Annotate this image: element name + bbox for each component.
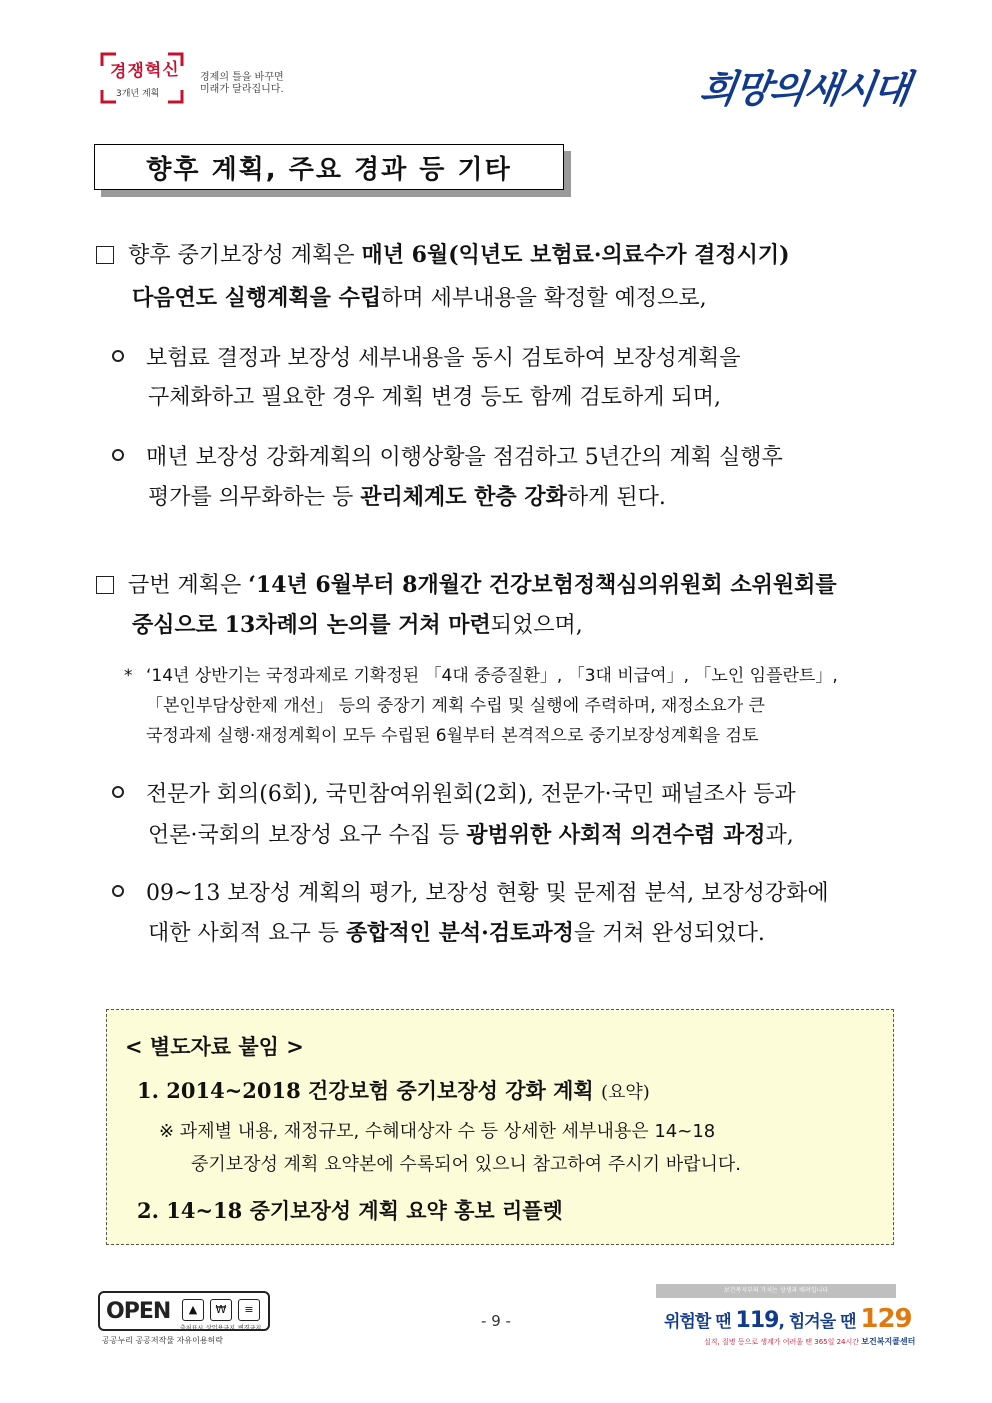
hotline-sub xyxy=(704,1336,915,1347)
open-cap-1: 출처표시 xyxy=(180,1325,204,1332)
attachment-heading: < 별도자료 붙임 > xyxy=(125,1034,304,1059)
logo-main-text: 경쟁혁신 xyxy=(109,59,181,83)
attachment-item-1 xyxy=(137,1076,650,1108)
hotline-main xyxy=(664,1304,912,1334)
hotline-text-a: 위험할 땐 xyxy=(664,1312,736,1332)
section2-bullet-2 xyxy=(112,879,829,909)
text-span: 과, xyxy=(765,823,794,848)
hotline-banner xyxy=(656,1284,916,1354)
hotline-center: 보건복지콜센터 xyxy=(861,1337,916,1346)
attribution-icon: ▲ xyxy=(182,1299,204,1321)
new-era-logo-a: 희망의 xyxy=(696,67,808,111)
footnote-line-2: 「본인부담상한제 개선」 등의 중장기 계획 수립 및 실행에 주력하며, 재정소요가 큰 xyxy=(146,696,765,716)
new-era-logo-b: 새시대 xyxy=(800,67,912,111)
section1-bullet-2 xyxy=(112,443,783,473)
open-word: OPEN xyxy=(106,1299,171,1324)
attachment-item-2: 2. 14~18 중기보장성 계획 요약 홍보 리플렛 xyxy=(137,1198,563,1223)
section2-bullet-1 xyxy=(112,780,796,810)
bullet-circle-icon xyxy=(112,885,124,897)
bold-span: 다음연도 실행계획을 수립 xyxy=(132,285,382,311)
text-span: 되었으며, xyxy=(490,613,583,638)
section1-bullet-1-cont: 구체화하고 필요한 경우 계획 변경 등도 함께 검토하게 되며, xyxy=(148,385,721,410)
economic-innovation-logo xyxy=(100,52,360,108)
section1-line-1 xyxy=(96,240,790,271)
footnote-star: * xyxy=(124,666,133,686)
page-number: - 9 - xyxy=(481,1312,511,1330)
text-span: 평가를 의무화하는 등 xyxy=(148,485,361,510)
text-span: 보험료 결정과 보장성 세부내용을 동시 검토하여 보장성계획을 xyxy=(146,346,741,371)
section2-line-1 xyxy=(96,570,837,601)
bold-span: 종합적인 분석·검토과정 xyxy=(346,920,574,946)
no-commercial-icon: ₩ xyxy=(210,1299,232,1321)
page-title: 향후 계획, 주요 경과 등 기타 xyxy=(94,144,564,190)
section1-bullet-1 xyxy=(112,344,741,374)
bold-span: 관리체계도 한층 강화 xyxy=(360,484,567,510)
text-span: 을 거쳐 완성되었다. xyxy=(573,921,765,946)
footnote-line-3: 국정과제 실행·재정계획이 모두 수립된 6월부터 본격적으로 중기보장성계획을 검토 xyxy=(146,726,759,746)
bold-span: 매년 6월(익년도 보험료·의료수가 결정시기) xyxy=(361,242,790,268)
text-span: 언론·국회의 보장성 요구 수집 등 xyxy=(148,823,467,848)
section1-bullet-2-cont xyxy=(148,482,666,513)
bullet-circle-icon xyxy=(112,786,124,798)
text-span: 하며 세부내용을 확정할 예정으로, xyxy=(381,286,707,311)
checkbox-square-icon xyxy=(96,246,114,264)
text-span: 전문가 회의(6회), 국민참여위원회(2회), 전문가·국민 패널조사 등과 xyxy=(146,782,796,807)
bold-span: 광범위한 사회적 의견수렴 과정 xyxy=(466,822,766,848)
section2-line-2 xyxy=(132,610,583,641)
hotline-119: 119 xyxy=(735,1308,779,1333)
section2-bullet-1-cont xyxy=(148,820,794,851)
slogan-line-1: 경제의 틀을 바꾸면 xyxy=(200,72,284,83)
bold-span: ‘14년 6월부터 8개월간 건강보험정책심의위원회 소위원회를 xyxy=(248,572,837,598)
text-span: 하게 된다. xyxy=(566,485,666,510)
footnote-line-1: ‘14년 상반기는 국정과제로 기확정된 「4대 중증질환」, 「3대 비급여」, 「노인 임플란트」, xyxy=(146,666,838,686)
text-span: 대한 사회적 요구 등 xyxy=(148,921,346,946)
slogan-line-2: 미래가 달라집니다. xyxy=(200,84,284,95)
hotline-sub-text: 실직, 질병 등으로 생계가 어려울 땐 365일 24시간 xyxy=(704,1338,860,1346)
hotline-129: 129 xyxy=(860,1304,912,1334)
text-span: 매년 보장성 강화계획의 이행상황을 점검하고 5년간의 계획 실행후 xyxy=(146,445,783,470)
logo-sub-text: 3개년 계획 xyxy=(116,89,160,99)
open-license-caption: 공공누리 공공저작물 자유이용허락 xyxy=(102,1336,224,1345)
bullet-circle-icon xyxy=(112,350,124,362)
no-derivatives-icon: ≡ xyxy=(238,1299,260,1321)
text-span: 금번 계획은 xyxy=(128,573,249,598)
bullet-circle-icon xyxy=(112,449,124,461)
section2-bullet-2-cont xyxy=(148,918,765,949)
attachment-note-1: ※ 과제별 내용, 재정규모, 수혜대상자 수 등 상세한 세부내용은 14~18 xyxy=(159,1121,716,1142)
hotline-top-strip: 보건복지부의 가치는 상생과 배려입니다 xyxy=(656,1284,896,1298)
checkbox-square-icon xyxy=(96,576,114,594)
new-era-logo xyxy=(696,58,912,118)
logo-slogan xyxy=(200,72,340,96)
attachment-box xyxy=(106,1009,894,1245)
section1-line-2 xyxy=(132,283,707,314)
bold-span: 중심으로 13차례의 논의를 거쳐 마련 xyxy=(132,612,491,638)
text-span: 향후 중기보장성 계획은 xyxy=(128,243,362,268)
open-cap-2: 상업용금지 xyxy=(206,1325,235,1332)
open-cap-3: 변경금지 xyxy=(238,1325,262,1332)
attachment-note-2: 중기보장성 계획 요약본에 수록되어 있으니 참고하여 주시기 바랍니다. xyxy=(191,1154,742,1175)
hotline-text-b: , 힘겨울 땐 xyxy=(778,1312,861,1332)
bold-span: 1. 2014~2018 건강보험 중기보장성 강화 계획 xyxy=(137,1078,601,1103)
text-span: 09~13 보장성 계획의 평가, 보장성 현황 및 문제점 분석, 보장성강화에 xyxy=(146,881,829,906)
text-span: (요약) xyxy=(601,1082,650,1103)
